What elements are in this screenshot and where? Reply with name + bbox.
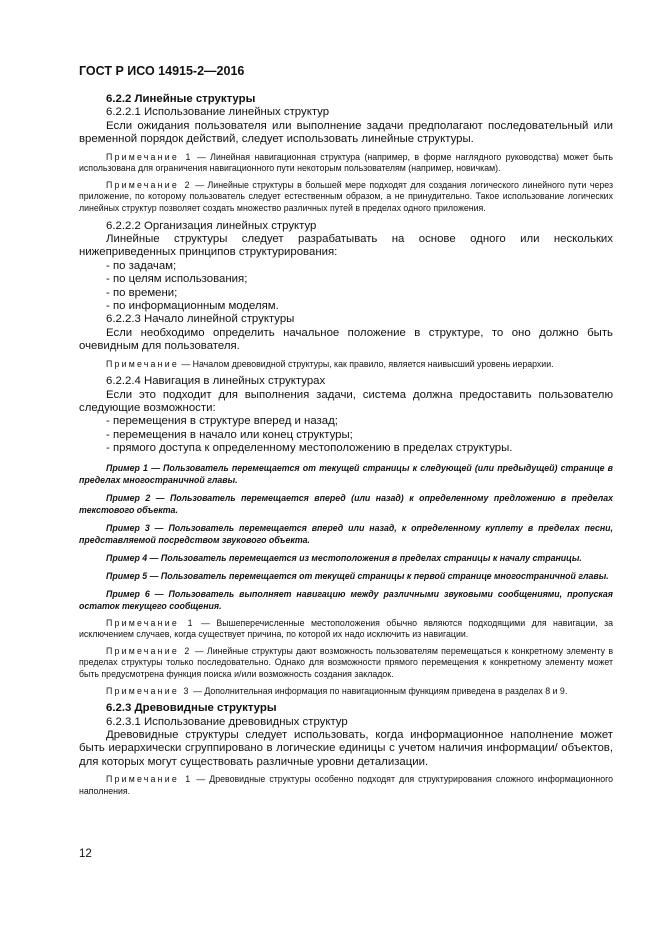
section-6-2-2-1-title: 6.2.2.1 Использование линейных структур: [106, 106, 330, 119]
note-text: — Дополнительная информация по навигационным функциям приведена в разделах 8 и 9.: [190, 685, 568, 696]
page-number: 12: [79, 848, 92, 860]
note: [79, 618, 613, 641]
example: Пример 3 — Пользователь перемещается вперед или назад, к определенному куплету в пределах песни, представляемой посредством звукового объекта.: [79, 522, 613, 545]
list-item: - по времени;: [106, 286, 178, 299]
list-item: - перемещения в начало или конец структуры;: [106, 428, 353, 441]
note-label: Примечание 1: [106, 774, 193, 785]
list-item: - по целям использования;: [106, 273, 248, 286]
note-label: Примечание 2: [106, 645, 192, 656]
note: [79, 359, 613, 371]
document-header: ГОСТ Р ИСО 14915-2—2016: [79, 64, 245, 78]
list-item: - прямого доступа к определенному местоположению в пределах структуры.: [106, 442, 513, 455]
note: [79, 152, 613, 175]
note-text: — Вышеперечисленные местоположения обычно являются подходящими для навигации, за исключением случаев, когда существует причина, по которой их надо исключить из навигации.: [79, 617, 613, 640]
paragraph: Линейные структуры следует разрабатывать на основе одного или нескольких нижеприведенных принципов структурирования:: [79, 233, 613, 259]
note: [79, 774, 613, 797]
list-item: - по информационным моделям.: [106, 300, 279, 313]
note: [79, 686, 613, 698]
note: [79, 180, 613, 215]
section-6-2-2-4-title: 6.2.2.4 Навигация в линейных структурах: [106, 375, 326, 388]
example: Пример 4 — Пользователь перемещается из местоположения в пределах страницы к началу страницы.: [106, 552, 582, 563]
note-text: — Древовидные структуры особенно подходят для структурирования сложного информационного наполнения.: [79, 774, 613, 796]
example: Пример 5 — Пользователь перемещается от текущей страницы к первой странице многостраничной главы.: [106, 570, 609, 581]
section-6-2-3-title: 6.2.3 Древовидные структуры: [106, 702, 277, 715]
note-label: Примечание 2: [106, 179, 192, 190]
note-text: — Началом древовидной структуры, как правило, является наивысший уровень иерархии.: [178, 358, 554, 369]
note-label: Примечание 3: [106, 685, 191, 696]
example: Пример 1 — Пользователь перемещается от текущей страницы к следующей (или предыдущей) странице в пределах многостраничной главы.: [79, 462, 613, 485]
example: Пример 2 — Пользователь перемещается вперед (или назад) к определенному предложению в пределах текстового объекта.: [79, 492, 613, 515]
note-text: — Линейные структуры в большей мере подходят для создания логического линейного пути через приложение, по которому пользователь следует естественным образом, а не принудительно. Такое использование логических линейных структур позволяет создать множество различных путей в пределах одного приложения.: [79, 179, 614, 213]
list-item: - по задачам;: [106, 259, 177, 272]
section-6-2-2-3-title: 6.2.2.3 Начало линейной структуры: [106, 313, 295, 326]
paragraph: Если ожидания пользователя или выполнение задачи предполагают последовательный или временной порядок действий, следует использовать линейные структуры.: [79, 119, 613, 146]
page-content: [79, 93, 613, 802]
section-6-2-3-1-title: 6.2.3.1 Использование древовидных структур: [106, 715, 348, 728]
note: [79, 646, 613, 681]
paragraph: Если необходимо определить начальное положение в структуре, то оно должно быть очевидным для пользователя.: [79, 326, 613, 353]
list-item: - перемещения в структуре вперед и назад;: [106, 415, 338, 428]
paragraph: Если это подходит для выполнения задачи, система должна предоставить пользователю следующие возможности:: [79, 388, 613, 415]
note-label: Примечание: [106, 358, 179, 369]
note-label: Примечание 1: [106, 617, 195, 628]
section-6-2-2-2-title: 6.2.2.2 Организация линейных структур: [106, 219, 317, 232]
note-label: Примечание 1: [106, 151, 193, 162]
example: Пример 6 — Пользователь выполняет навигацию между различными звуковыми сообщениями, пропуская остаток текущего сообщения.: [79, 588, 613, 611]
paragraph: Древовидные структуры следует использовать, когда информационное наполнение может быть иерархически сгруппировано в логические единицы с учетом наличия информации/ объектов, для которых могут существовать различные уровни детализации.: [79, 729, 613, 768]
note-text: — Линейные структуры дают возможность пользователям перемещаться к конкретному элементу в пределах структуры только последовательно. Однако для возможности прямого перемещения к конкретному элементу может быть предусмотрена функция поиска и/или возможность создания закладок.: [79, 645, 613, 680]
section-6-2-2-title: 6.2.2 Линейные структуры: [106, 93, 256, 105]
note-text: — Линейная навигационная структура (например, в форме наглядного руководства) может быть использована для ограничения навигационного пути некоторым пользователям (например, новичкам).: [79, 151, 614, 174]
